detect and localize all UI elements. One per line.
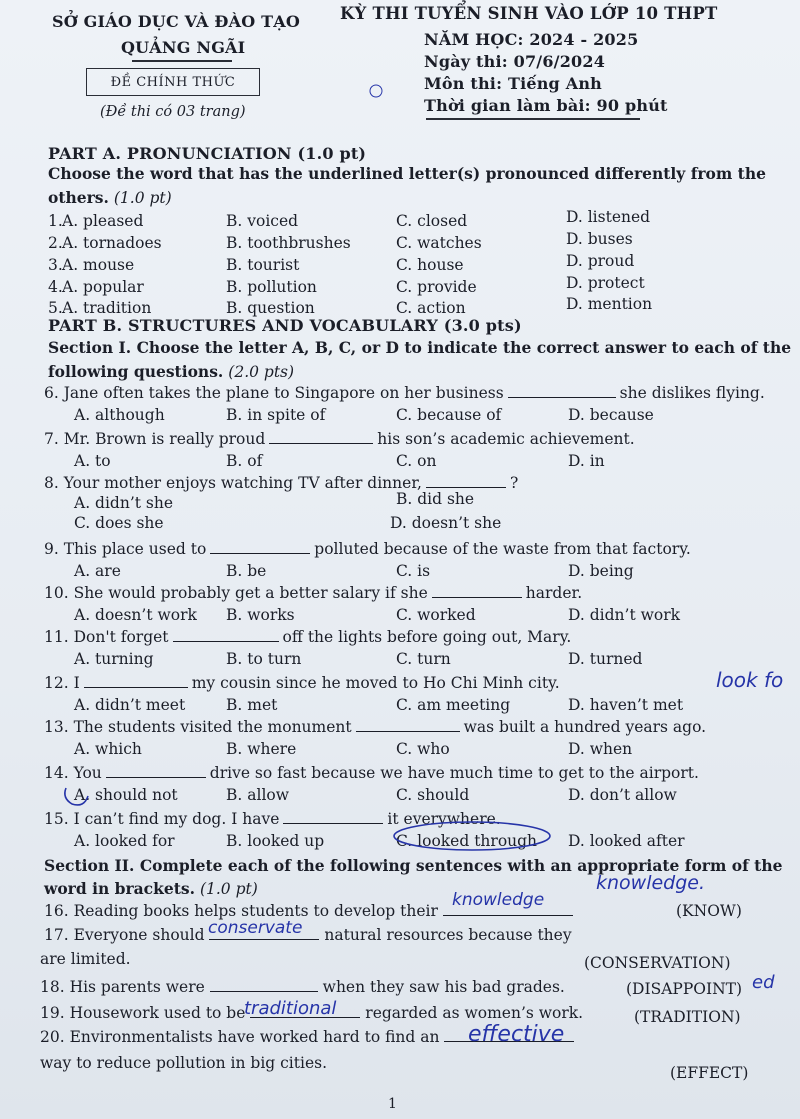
- answer-option-b[interactable]: B. looked up: [226, 832, 325, 850]
- q17-word: (CONSERVATION): [584, 954, 731, 972]
- question-stem: 15. I can’t find my dog. I have it everywhere.: [44, 810, 501, 828]
- q12-handwritten-note: look fo: [716, 668, 784, 692]
- province-name: QUẢNG NGÃI: [121, 38, 246, 57]
- answer-option-c[interactable]: C. does she: [74, 514, 164, 532]
- pronunciation-number: 4.: [48, 278, 63, 296]
- pronunciation-option-a[interactable]: A. mouse: [62, 256, 135, 274]
- answer-option-d[interactable]: D. don’t allow: [568, 786, 677, 804]
- question-stem: 10. She would probably get a better salary if she harder.: [44, 584, 583, 602]
- q18-word: (DISAPPOINT): [626, 980, 743, 998]
- q16-handwritten-answer: knowledge: [452, 890, 545, 910]
- pronunciation-option-d[interactable]: D. protect: [566, 274, 645, 292]
- answer-option-a[interactable]: A. to: [74, 452, 111, 470]
- official-exam-box: ĐỀ CHÍNH THỨC: [86, 68, 260, 96]
- pronunciation-option-c[interactable]: C. closed: [396, 212, 468, 230]
- question-stem: 6. Jane often takes the plane to Singapore on her business she dislikes flying.: [44, 384, 765, 402]
- answer-option-d[interactable]: D. because: [568, 406, 654, 424]
- pronunciation-option-a[interactable]: A. tornadoes: [62, 234, 162, 252]
- pronunciation-option-d[interactable]: D. proud: [566, 252, 635, 270]
- answer-option-c[interactable]: C. because of: [396, 406, 502, 424]
- duration: Thời gian làm bài: 90 phút: [424, 96, 668, 115]
- answer-option-c[interactable]: C. worked: [396, 606, 476, 624]
- answer-option-a[interactable]: A. should not: [74, 786, 178, 804]
- answer-option-b[interactable]: B. be: [226, 562, 267, 580]
- answer-option-b[interactable]: B. met: [226, 696, 278, 714]
- section-1-instruction-end: following questions. (2.0 pts): [48, 362, 295, 381]
- answer-option-c[interactable]: C. should: [396, 786, 470, 804]
- answer-option-d[interactable]: D. looked after: [568, 832, 685, 850]
- q19-handwritten-answer: traditional: [244, 998, 337, 1019]
- pronunciation-number: 2.: [48, 234, 63, 252]
- pronunciation-option-d[interactable]: D. buses: [566, 230, 633, 248]
- answer-option-a[interactable]: A. are: [74, 562, 121, 580]
- answer-option-b[interactable]: B. did she: [396, 490, 475, 508]
- answer-option-a[interactable]: A. didn’t meet: [74, 696, 186, 714]
- pronunciation-number: 1.: [48, 212, 63, 230]
- answer-option-a[interactable]: A. turning: [74, 650, 154, 668]
- answer-option-a[interactable]: A. although: [74, 406, 165, 424]
- pronunciation-number: 5.: [48, 299, 63, 317]
- section-2-instruction: Section II. Complete each of the following sentences with an appropriate form of the: [44, 856, 783, 875]
- answer-option-c[interactable]: C. who: [396, 740, 450, 758]
- pronunciation-option-a[interactable]: A. popular: [62, 278, 144, 296]
- answer-option-b[interactable]: B. works: [226, 606, 295, 624]
- answer-option-b[interactable]: B. allow: [226, 786, 289, 804]
- pronunciation-option-c[interactable]: C. watches: [396, 234, 482, 252]
- answer-option-a[interactable]: A. which: [74, 740, 142, 758]
- section-2-instruction-end: word in brackets. (1.0 pt): [44, 879, 258, 898]
- part-a-title: PART A. PRONUNCIATION (1.0 pt): [48, 144, 367, 163]
- q19-word: (TRADITION): [634, 1008, 741, 1026]
- pronunciation-number: 3.: [48, 256, 63, 274]
- page-number: 1: [388, 1096, 397, 1112]
- section-1-instruction: Section I. Choose the letter A, B, C, or D to indicate the correct answer to each of the: [48, 338, 792, 357]
- answer-option-a[interactable]: A. doesn’t work: [74, 606, 197, 624]
- part-a-instruction-end: others. (1.0 pt): [48, 188, 172, 207]
- word-form-q17: 17. Everyone should natural resources because they: [44, 926, 572, 944]
- subject: Môn thi: Tiếng Anh: [424, 74, 602, 93]
- pronunciation-option-d[interactable]: D. mention: [566, 295, 653, 313]
- exam-title: KỲ THI TUYỂN SINH VÀO LỚP 10 THPT: [340, 4, 718, 23]
- word-form-q16: 16. Reading books helps students to develop their: [44, 902, 573, 920]
- answer-option-c[interactable]: C. turn: [396, 650, 451, 668]
- answer-option-d[interactable]: D. in: [568, 452, 605, 470]
- answer-option-c[interactable]: C. on: [396, 452, 437, 470]
- q14-answer-circle: [65, 788, 88, 805]
- q17-line2: are limited.: [40, 950, 131, 968]
- question-stem: 11. Don't forget off the lights before going out, Mary.: [44, 628, 572, 646]
- answer-option-c[interactable]: C. am meeting: [396, 696, 511, 714]
- q18-handwritten-suffix: ed: [752, 972, 775, 993]
- pronunciation-option-b[interactable]: B. toothbrushes: [226, 234, 351, 252]
- department-name: SỞ GIÁO DỤC VÀ ĐÀO TẠO: [52, 12, 300, 31]
- question-stem: 12. I my cousin since he moved to Ho Chi Minh city.: [44, 674, 560, 692]
- answer-option-d[interactable]: D. doesn’t she: [390, 514, 502, 532]
- answer-option-b[interactable]: B. where: [226, 740, 297, 758]
- pronunciation-option-a[interactable]: A. pleased: [62, 212, 144, 230]
- pronunciation-option-b[interactable]: B. voiced: [226, 212, 299, 230]
- q16-word: (KNOW): [676, 902, 742, 920]
- exam-date: Ngày thi: 07/6/2024: [424, 52, 606, 71]
- word-form-q19: 19. Housework used to be regarded as women’s work.: [40, 1004, 584, 1022]
- answer-option-c[interactable]: C. is: [396, 562, 431, 580]
- pronunciation-option-b[interactable]: B. pollution: [226, 278, 317, 296]
- pronunciation-option-c[interactable]: C. house: [396, 256, 464, 274]
- word-form-q20: 20. Environmentalists have worked hard to find an: [40, 1028, 574, 1046]
- question-stem: 7. Mr. Brown is really proud his son’s academic achievement.: [44, 430, 635, 448]
- question-stem: 13. The students visited the monument was built a hundred years ago.: [44, 718, 707, 736]
- answer-option-b[interactable]: B. to turn: [226, 650, 302, 668]
- pronunciation-option-c[interactable]: C. action: [396, 299, 466, 317]
- question-stem: 14. You drive so fast because we have much time to get to the airport.: [44, 764, 699, 782]
- answer-option-b[interactable]: B. in spite of: [226, 406, 326, 424]
- q20-handwritten-answer: effective: [468, 1022, 565, 1047]
- school-year: NĂM HỌC: 2024 - 2025: [424, 30, 639, 49]
- pronunciation-option-b[interactable]: B. question: [226, 299, 315, 317]
- q20-word: (EFFECT): [670, 1064, 749, 1082]
- answer-option-a[interactable]: A. looked for: [74, 832, 175, 850]
- answer-option-d[interactable]: D. when: [568, 740, 633, 758]
- stray-pen-mark: [370, 85, 382, 97]
- question-stem: 9. This place used to polluted because of the waste from that factory.: [44, 540, 691, 558]
- q16-margin-answer: knowledge.: [596, 872, 706, 894]
- answer-option-d[interactable]: D. didn’t work: [568, 606, 680, 624]
- q17-handwritten-answer: conservate: [208, 918, 303, 938]
- pronunciation-option-a[interactable]: A. tradition: [62, 299, 152, 317]
- question-stem: 8. Your mother enjoys watching TV after dinner, ?: [44, 474, 519, 492]
- q15-answer-circle: [394, 822, 550, 850]
- pronunciation-option-d[interactable]: D. listened: [566, 208, 651, 226]
- pages-note: (Đề thi có 03 trang): [100, 104, 246, 120]
- part-b-title: PART B. STRUCTURES AND VOCABULARY (3.0 pts): [48, 316, 522, 335]
- part-a-instruction: Choose the word that has the underlined letter(s) pronounced differently from the: [48, 164, 766, 183]
- pronunciation-option-c[interactable]: C. provide: [396, 278, 477, 296]
- pronunciation-option-b[interactable]: B. tourist: [226, 256, 300, 274]
- answer-option-d[interactable]: D. haven’t met: [568, 696, 684, 714]
- answer-option-a[interactable]: A. didn’t she: [74, 494, 174, 512]
- answer-option-d[interactable]: D. being: [568, 562, 634, 580]
- answer-option-b[interactable]: B. of: [226, 452, 263, 470]
- word-form-q18: 18. His parents were when they saw his bad grades.: [40, 978, 565, 996]
- answer-option-d[interactable]: D. turned: [568, 650, 643, 668]
- answer-option-c[interactable]: C. looked through: [396, 832, 538, 850]
- q20-line2: way to reduce pollution in big cities.: [40, 1054, 327, 1072]
